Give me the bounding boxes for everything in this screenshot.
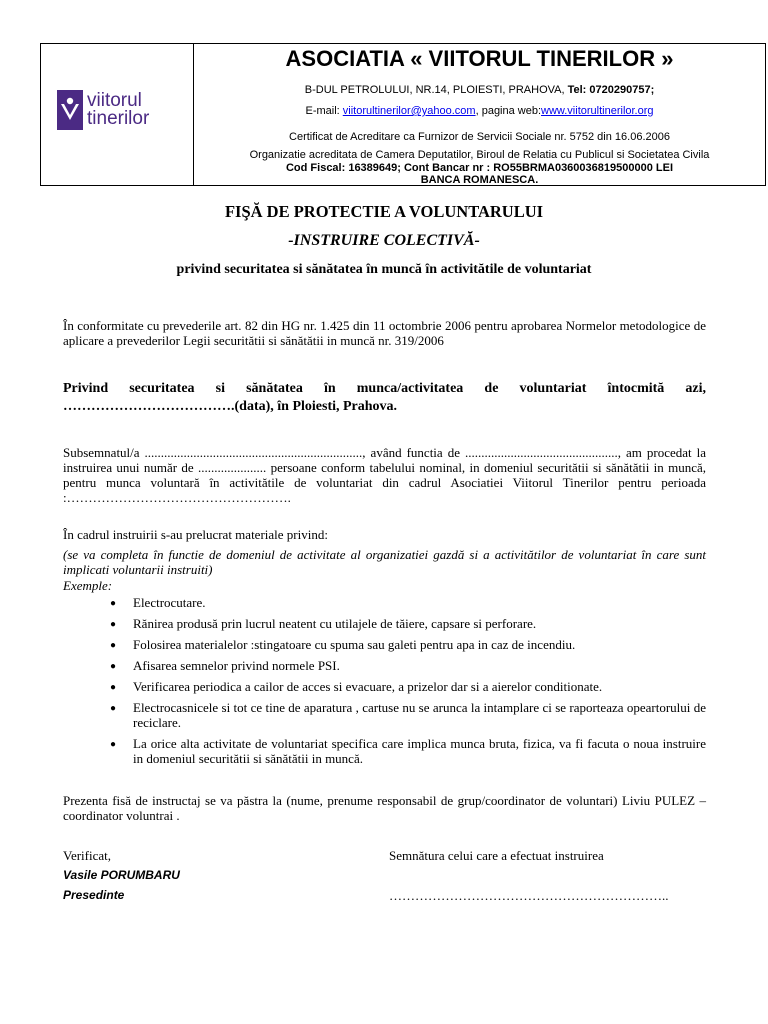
address: B-DUL PETROLULUI, NR.14, PLOIESTI, PRAHOVA, (304, 84, 568, 96)
signature-label: Semnătura celui care a efectuat instruirea (389, 848, 604, 863)
list-item: ● Rănirea produsă prin lucrul neatent cu utilajele de tăiere, capsare si perforare. (110, 616, 537, 631)
logo-mark-icon (57, 90, 83, 130)
signature-line: ……………………………………………………….. (389, 888, 669, 903)
statement-paragraph: Privind securitatea si sănătatea în munca/activitatea de voluntariat întocmită azi, ……………………………….(data), în Ploiesti, Prahova. (63, 381, 706, 414)
conformity-paragraph: În conformitate cu prevederile art. 82 din HG nr. 1.425 din 11 octombrie 2006 pentru aprobarea Normelor metodologice de aplicare a prevederilor Legii securitătii si sănătătii in muncă nr. 319/2006 (63, 318, 706, 348)
examples-label: Exemple: (63, 578, 113, 593)
bullet-icon: ● (110, 703, 117, 714)
letterhead-info (194, 44, 765, 185)
bullet-icon: ● (110, 619, 117, 630)
certificate-line: Certificat de Acreditare ca Furnizor de Servicii Sociale nr. 5752 din 16.06.2006 (289, 131, 670, 143)
contact-line (194, 105, 765, 117)
verified-label: Verificat, (63, 848, 112, 863)
list-item: ● Folosirea materialelor :stingatoare cu spuma sau galeti pentru apa in caz de incendiu. (110, 637, 576, 652)
document-subtitle: -INSTRUIRE COLECTIVĂ- (288, 232, 480, 249)
document-scope: privind securitatea si sănătatea în muncă în activitătile de voluntariat (176, 262, 592, 277)
logo-line-2: tinerilor (87, 108, 150, 129)
fiscal-line: Cod Fiscal: 16389649; Cont Bancar nr : RO55BRMA0360036819500000 LEI (285, 162, 673, 174)
list-item: ● Electrocasnicele si tot ce tine de aparatura , cartuse nu se arunca la intamplare ci se raporteaza opeartorului de reciclare. (110, 700, 706, 730)
bank-line: BANCA ROMANESCA. (420, 174, 539, 186)
document-title: FIŞĂ DE PROTECTIE A VOLUNTARULUI (224, 202, 544, 221)
bullet-icon: ● (110, 739, 117, 750)
bullet-icon: ● (110, 661, 117, 672)
bullet-icon: ● (110, 598, 117, 609)
list-item: ● Afisarea semnelor privind normele PSI. (110, 658, 340, 673)
logo-cell (41, 44, 194, 185)
materials-note: (se va completa în functie de domeniul de activitate al organizatiei gazdă si a activitătilor de voluntariat în care sunt implicati voluntarii instruiti) (63, 547, 706, 577)
storage-paragraph: Prezenta fisă de instructaj se va păstra la (nume, prenume responsabil de grup/coordinator de voluntari) Liviu PULEZ – coordinator voluntrai . (63, 793, 706, 823)
bullet-icon: ● (110, 682, 117, 693)
logo-text (87, 92, 149, 128)
examples-list (63, 595, 706, 772)
email-link[interactable]: viitorultinerilor@yahoo.com (342, 105, 476, 117)
list-item: ● Electrocutare. (110, 595, 206, 610)
logo-line-1: viitorul (87, 90, 142, 111)
materials-intro: În cadrul instruirii s-au prelucrat materiale privind: (63, 527, 328, 542)
email-label: E-mail: (305, 105, 343, 117)
letterhead (40, 43, 766, 186)
list-item: ● Verificarea periodica a cailor de acces si evacuare, a prizelor dar si a aierelor conditionate. (110, 679, 603, 694)
undersigned-paragraph: Subsemnatul/a ..................................................................., având functia de ..............................................., am procedat la instruirea unui număr de ..................... persoane conform tabelului nominal, in domeniul securitătii si sănătătii in muncă, pentru munca voluntară în activitătile de voluntariat din cadrul Asociatiei Viitorul Tinerilor pentru perioada :……………………………………………. (63, 445, 706, 505)
organization-logo (57, 90, 149, 130)
website-link[interactable]: www.viitorultinerilor.org (541, 105, 654, 117)
accreditation-line: Organizatie acreditata de Camera Deputatilor, Biroul de Relatia cu Publicul si Societatea Civila (249, 149, 710, 161)
list-item: ● La orice alta activitate de voluntariat specifica care implica munca bruta, fizica, va fi facuta o noua instruire in domeniul securitătii si sănătătii in muncă. (110, 736, 706, 766)
telephone: Tel: 0720290757; (567, 84, 655, 96)
verifier-role: Presedinte (63, 888, 125, 902)
address-line (194, 84, 765, 96)
web-label: , pagina web: (475, 105, 542, 117)
organization-name: ASOCIATIA « VIITORUL TINERILOR » (285, 46, 674, 71)
verifier-name: Vasile PORUMBARU (63, 868, 180, 882)
bullet-icon: ● (110, 640, 117, 651)
